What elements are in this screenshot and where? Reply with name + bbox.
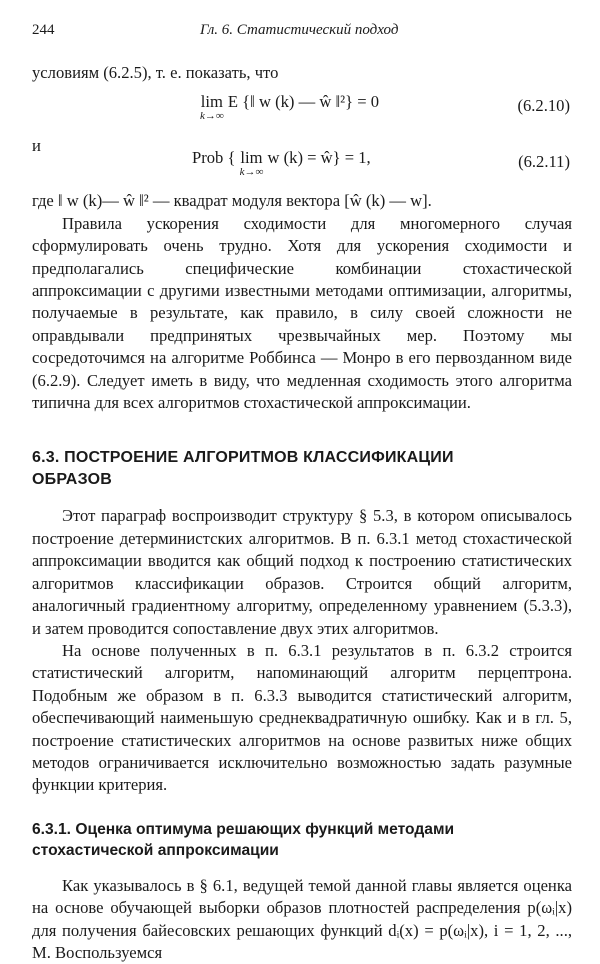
- lim-subscript: k→∞: [200, 110, 224, 123]
- paragraph-structure: Этот параграф воспроизводит структуру § 5.3, в котором описывалось построение детерминистских алгоритмов. В п. 6.3.1 метод стохастической аппроксимации вводится как общий подход к построению статистических алгоритмов классификации образов. Строится общий алгоритм, аналогичный градиентному алгоритму, определенному уравнением (5.3.3), и затем проводится сопоставление двух этих алгоритмов.: [32, 506, 572, 638]
- running-title: Гл. 6. Статистический подход: [200, 22, 399, 38]
- equation-body: w (k) = ŵ} = 1,: [267, 148, 371, 168]
- prob-prefix: Prob {: [192, 148, 236, 168]
- lim-label: lim: [240, 148, 263, 168]
- equation-6-2-11: [32, 136, 572, 186]
- equation-number: (6.2.10): [517, 96, 570, 116]
- intro-line: условиям (6.2.5), т. е. показать, что: [32, 63, 279, 82]
- book-page: [32, 22, 572, 964]
- lim-subscript: k→∞: [239, 166, 264, 179]
- page-number: 244: [32, 22, 55, 38]
- limit-operator: [240, 148, 264, 178]
- section-heading-line1: 6.3. ПОСТРОЕНИЕ АЛГОРИТМОВ КЛАССИФИКАЦИИ: [32, 449, 454, 467]
- subsection-heading-line2: стохастической аппроксимации: [32, 841, 279, 859]
- equation-number: (6.2.11): [518, 152, 570, 172]
- paragraph-convergence: Правила ускорения сходимости для многомерного случая сформулировать очень трудно. Хотя для ускорения сходимости и предполагались специфические комбинации стохастической аппроксимации с другими известными методами оптимизации, алгоритмы, получаемые в результате, как правило, в силу своей сложности не оправдывали предпринятых чрезвычайных мер. Поэтому мы сосредоточимся на алгоритме Роббинса — Монро в его первозданном виде (6.2.9). Следует иметь в виду, что медленная сходимость этого алгоритма типична для всех алгоритмов стохастической аппроксимации.: [32, 213, 572, 413]
- page-header: [32, 22, 572, 44]
- where-line: где ‖ w (k)— ŵ ‖² — квадрат модуля вектора [ŵ (k) — w].: [32, 191, 432, 211]
- section-heading-line2: ОБРАЗОВ: [32, 471, 112, 489]
- conjunction: и: [32, 136, 41, 156]
- subsection-heading-line1: 6.3.1. Оценка оптимума решающих функций методами: [32, 820, 455, 838]
- equation-formula: [200, 92, 379, 122]
- paragraph-results: На основе полученных в п. 6.3.1 результатов в п. 6.3.2 строится статистический алгоритм, напоминающий алгоритм перцептрона. Подобным же образом в п. 6.3.3 выводится статистический алгоритм, обеспечивающий наименьшую среднеквадратичную ошибку. Как и в гл. 5, построение статистических алгоритмов на основе развитых ниже общих методов ограничивается исключительно возможностью задать разумные функции критерия.: [32, 640, 572, 795]
- lim-label: lim: [200, 92, 223, 112]
- paragraph-estimation: Как указывалось в § 6.1, ведущей темой данной главы является оценка на основе обучающей выборки образов плотностей распределения p(ωᵢ|x) для получения байесовских решающих функций dᵢ(x) = p(ωᵢ|x), i = 1, 2, ..., M. Воспользуемся: [32, 875, 572, 962]
- equation-body: E {‖ w (k) — ŵ ‖²} = 0: [227, 92, 380, 112]
- limit-operator: [200, 92, 224, 122]
- equation-6-2-10: [32, 90, 572, 134]
- equation-formula: [192, 148, 371, 178]
